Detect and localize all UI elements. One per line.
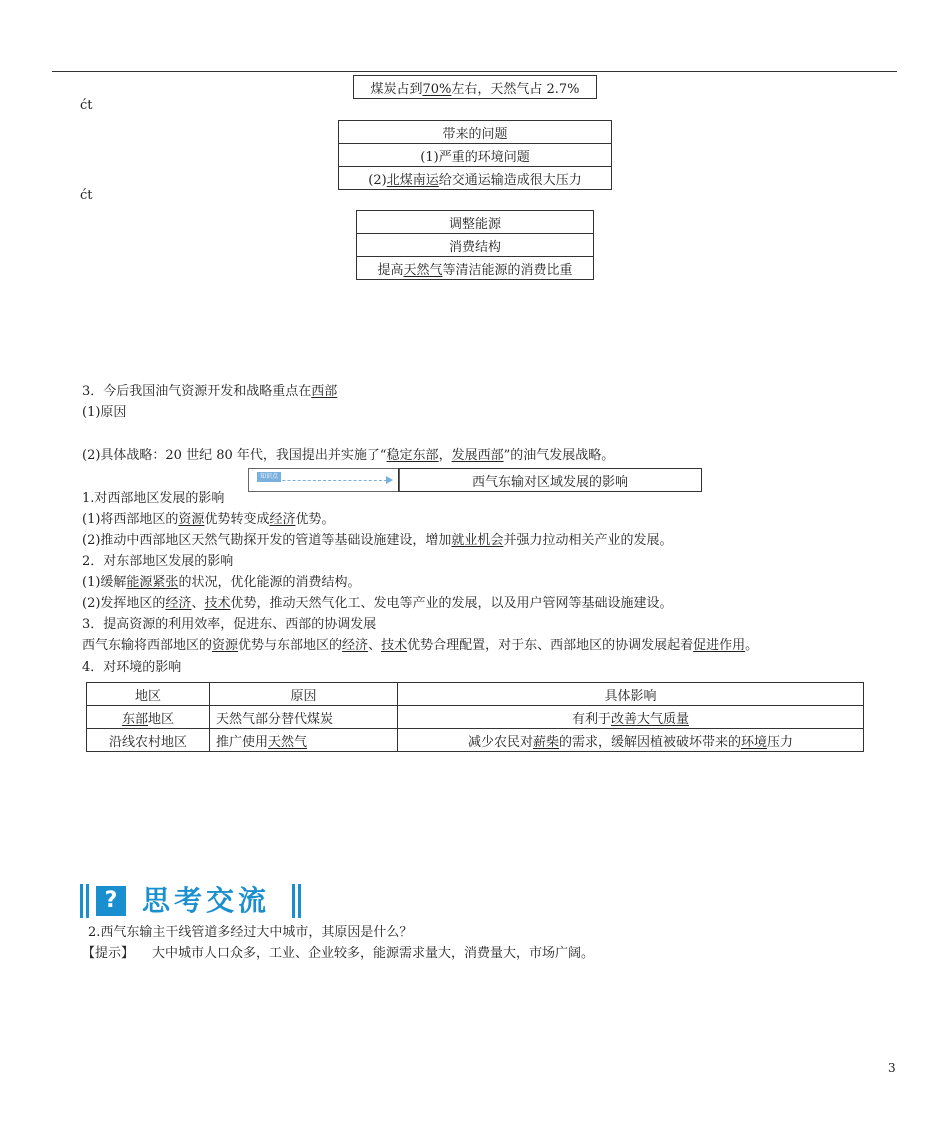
env-title: 4．对环境的影响 bbox=[82, 660, 182, 675]
row1-effect: 有利于改善大气质量 bbox=[398, 706, 864, 729]
row1-reason: 天然气部分替代煤炭 bbox=[210, 706, 398, 729]
adjust-measure: 提高天然气等清洁能源的消费比重 bbox=[357, 257, 594, 280]
banner-title: 思考交流 bbox=[142, 884, 271, 917]
west-line-2: (2)推动中西部地区天然气勘探开发的管道等基础设施建设，增加就业机会并强力拉动相关产业的发展。 bbox=[82, 533, 673, 548]
hint-label: 【提示】 bbox=[82, 946, 135, 961]
adjust-energy-box bbox=[356, 210, 594, 280]
coal-share-cell: 煤炭占到70%左右，天然气占 2.7% bbox=[354, 76, 597, 99]
env-table bbox=[86, 682, 864, 752]
coord-title: 3．提高资源的利用效率，促进东、西部的协调发展 bbox=[82, 617, 377, 632]
banner-bar-left-1 bbox=[80, 884, 83, 918]
hint-text: 大中城市人口众多，工业、企业较多，能源需求量大，消费量大，市场广阔。 bbox=[152, 946, 595, 961]
page-number: 3 bbox=[888, 1061, 896, 1075]
east-line-2: (2)发挥地区的经济、技术优势，推动天然气化工、发电等产业的发展，以及用户管网等基础设施建设。 bbox=[82, 596, 673, 611]
section3-title: 3．今后我国油气资源开发和战略重点在西部 bbox=[82, 384, 338, 399]
problems-box bbox=[338, 120, 612, 190]
flow-title-box bbox=[398, 468, 702, 492]
think-hint bbox=[82, 944, 594, 964]
coord-line-1: 西气东输将西部地区的资源优势与东部地区的经济、技术优势合理配置，对于东、西部地区的协调发展起着促进作用。 bbox=[82, 638, 759, 653]
think-question: 2.西气东输主干线管道多经过大中城市，其原因是什么？ bbox=[88, 925, 413, 940]
header-effect: 具体影响 bbox=[398, 683, 864, 706]
table-row bbox=[87, 729, 864, 752]
east-line-1: (1)缓解能源紧张的状况，优化能源的消费结构。 bbox=[82, 575, 361, 590]
banner-bar-left-2 bbox=[86, 884, 89, 918]
section3-strategy: (2)具体战略：20 世纪 80 年代，我国提出并实施了“稳定东部，发展西部”的油气发展战略。 bbox=[82, 448, 615, 463]
flow-title: 西气东输对区域发展的影响 bbox=[399, 469, 702, 492]
east-title: 2．对东部地区发展的影响 bbox=[82, 554, 234, 569]
problem-2: (2)北煤南运给交通运输造成很大压力 bbox=[339, 167, 612, 190]
coal-share-box bbox=[353, 75, 597, 99]
row2-effect: 减少农民对薪柴的需求，缓解因植被破坏带来的环境压力 bbox=[398, 729, 864, 752]
table-row bbox=[87, 706, 864, 729]
problems-title: 带来的问题 bbox=[339, 121, 612, 144]
header-region: 地区 bbox=[87, 683, 210, 706]
west-title: 1.对西部地区发展的影响 bbox=[82, 491, 225, 506]
row2-region: 沿线农村地区 bbox=[87, 729, 210, 752]
header-rule bbox=[52, 71, 897, 72]
banner-bar-right-1 bbox=[292, 884, 295, 918]
connector-glyph-2: ćt bbox=[80, 188, 93, 203]
problem-1: (1)严重的环境问题 bbox=[339, 144, 612, 167]
flow-arrow-line bbox=[257, 480, 387, 481]
section3-reason: (1)原因 bbox=[82, 405, 127, 420]
arrow-right-icon bbox=[386, 476, 393, 484]
adjust-title: 调整能源 bbox=[357, 211, 594, 234]
flow-arrow-box bbox=[248, 468, 400, 492]
env-table-header bbox=[87, 683, 864, 706]
adjust-subtitle: 消费结构 bbox=[357, 234, 594, 257]
think-banner bbox=[80, 882, 310, 918]
row2-reason: 推广使用天然气 bbox=[210, 729, 398, 752]
question-mark-icon: ? bbox=[96, 886, 126, 916]
west-line-1: (1)将西部地区的资源优势转变成经济优势。 bbox=[82, 512, 335, 527]
flow-tag: 知识点 bbox=[257, 472, 281, 482]
header-reason: 原因 bbox=[210, 683, 398, 706]
banner-bar-right-2 bbox=[298, 884, 301, 918]
row1-region: 东部地区 bbox=[87, 706, 210, 729]
connector-glyph-1: ćt bbox=[80, 98, 93, 113]
